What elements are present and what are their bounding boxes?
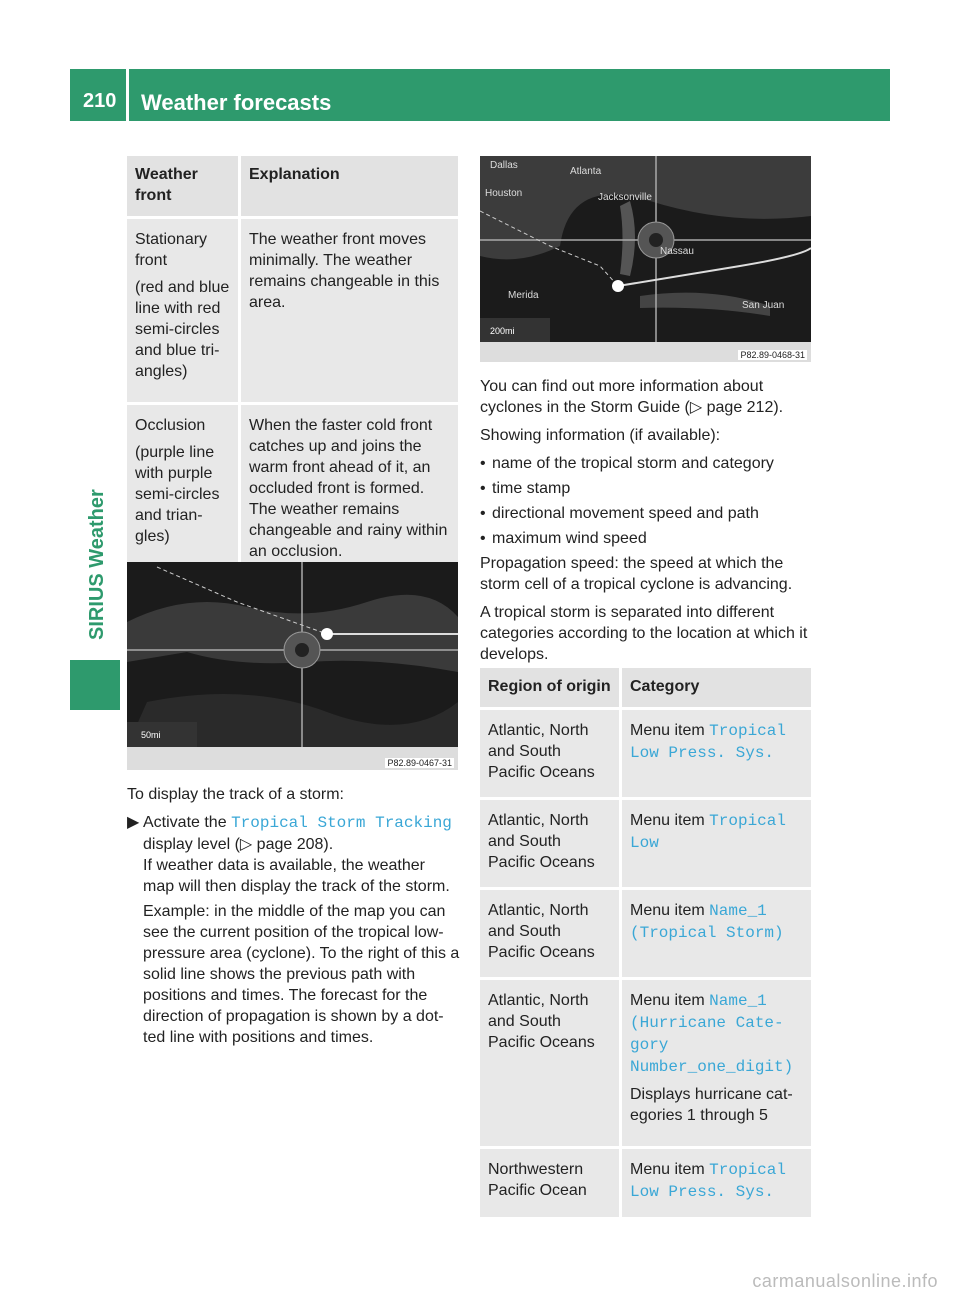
category-cell [621, 889, 812, 979]
map-scale-label: 200mi [490, 326, 515, 336]
category-cell [621, 979, 812, 1148]
right-text-block [480, 376, 813, 672]
explanation-cell: The weather front moves minimally. The weather remains changeable in this area. [240, 218, 459, 404]
table-row [480, 889, 811, 979]
column-header-category: Category [621, 668, 812, 709]
step-prefix: Activate the [143, 814, 227, 831]
region-cell: Atlantic, North and South Pacific Oceans [480, 709, 621, 799]
storm-map-image-2 [480, 156, 811, 362]
watermark: carmanualsonline.info [752, 1271, 938, 1291]
region-cell: Atlantic, North and South Pacific Oceans [480, 979, 621, 1148]
menu-item-name: Tropical Low Press. Sys. [630, 722, 786, 762]
menu-item-tropical-storm-tracking: Tropical Storm Tracking [231, 814, 452, 832]
menu-item-label: Menu item [630, 812, 705, 829]
front-name: Occlusion [135, 417, 206, 434]
categories-text: A tropical storm is separated into different categories according to the location at which it develops. [480, 604, 808, 663]
side-tab-marker [70, 660, 120, 710]
weather-front-table [127, 156, 458, 576]
explanation-cell: When the faster cold front catches up and joins the warm front ahead of it, an occluded front is formed. The weather remains changeable and rainy within an occlusion. [240, 404, 459, 577]
menu-item-label: Menu item [630, 902, 705, 919]
table-row [480, 709, 811, 799]
front-cell [127, 218, 240, 404]
side-section-label: SIRIUS Weather [86, 489, 108, 640]
storm-map-graphic [480, 156, 811, 362]
menu-item-name: Tropical Low [630, 812, 786, 852]
map-label: Atlanta [570, 166, 602, 177]
list-item: • time stamp [480, 478, 813, 499]
map-scale-label: 50mi [141, 730, 161, 740]
region-cell: Atlantic, North and South Pacific Oceans [480, 799, 621, 889]
column-header-front: Weather front [127, 156, 240, 218]
intro-text: To display the track of a storm: [127, 786, 344, 803]
category-cell [621, 799, 812, 889]
image-caption: P82.89-0467-31 [387, 758, 452, 768]
arrow-right-icon: ▶ [127, 814, 140, 831]
category-cell [621, 709, 812, 799]
menu-item-label: Menu item [630, 1161, 705, 1178]
step-line2: If weather data is available, the weather map will then display the track of the storm. [143, 857, 450, 895]
info-intro: Showing information (if available): [480, 427, 721, 444]
map-label: San Juan [742, 300, 785, 311]
example-text: Example: in the middle of the map you can see the current position of the tropical low-pressure area (cyclone). To the right of this a solid line shows the previous path with positions and times. The forecast for the direction of propagation is shown by a dot-ted line with positions and times. [143, 903, 460, 1046]
menu-item-label: Menu item [630, 992, 705, 1009]
list-item: • directional movement speed and path [480, 503, 813, 524]
image-caption: P82.89-0468-31 [740, 350, 805, 360]
page-number: 210 [83, 90, 117, 112]
map-label: Dallas [490, 160, 518, 171]
menu-item-label: Menu item [630, 722, 705, 739]
table-row [480, 799, 811, 889]
region-cell: Atlantic, North and South Pacific Oceans [480, 889, 621, 979]
propagation-text: Propagation speed: the speed at which the storm cell of a tropical cyclone is advancing. [480, 555, 793, 593]
map-label: Nassau [660, 246, 694, 257]
instruction-step [127, 812, 460, 1048]
list-item: • name of the tropical storm and category [480, 453, 813, 474]
page-title: Weather forecasts [141, 90, 332, 115]
map-label: Jacksonville [598, 192, 652, 203]
front-note: (purple line with purple semi-circles and trian-gles) [135, 444, 220, 545]
category-table [480, 668, 811, 1217]
step-suffix: display level (▷ page 208). [143, 836, 334, 853]
region-cell: Northwestern Pacific Ocean [480, 1148, 621, 1218]
column-header-region: Region of origin [480, 668, 621, 709]
table-row [127, 404, 458, 577]
storm-map-image-1 [127, 562, 458, 770]
table-row [127, 218, 458, 404]
menu-item-name: Tropical Low Press. Sys. [630, 1161, 786, 1201]
front-name: Stationary front [135, 231, 208, 269]
menu-item-name: Name_1 (Tropical Storm) [630, 902, 784, 942]
front-cell [127, 404, 240, 577]
menu-item-name: Name_1 (Hurricane Cate-gory Number_one_digit) [630, 992, 794, 1076]
map-label: Merida [508, 290, 539, 301]
column-header-explanation: Explanation [240, 156, 459, 218]
table-row [480, 979, 811, 1148]
list-item: • maximum wind speed [480, 528, 813, 549]
table-row [480, 1148, 811, 1218]
front-note: (red and blue line with red semi-circles and blue tri-angles) [135, 279, 230, 380]
header-divider [126, 69, 129, 121]
category-cell [621, 1148, 812, 1218]
storm-map-graphic [127, 562, 458, 770]
category-note: Displays hurricane cat-egories 1 through 5 [630, 1086, 793, 1124]
left-text-block [127, 784, 460, 1055]
map-label: Houston [485, 188, 523, 199]
storm-guide-text: You can find out more information about cyclones in the Storm Guide (▷ page 212). [480, 378, 784, 416]
